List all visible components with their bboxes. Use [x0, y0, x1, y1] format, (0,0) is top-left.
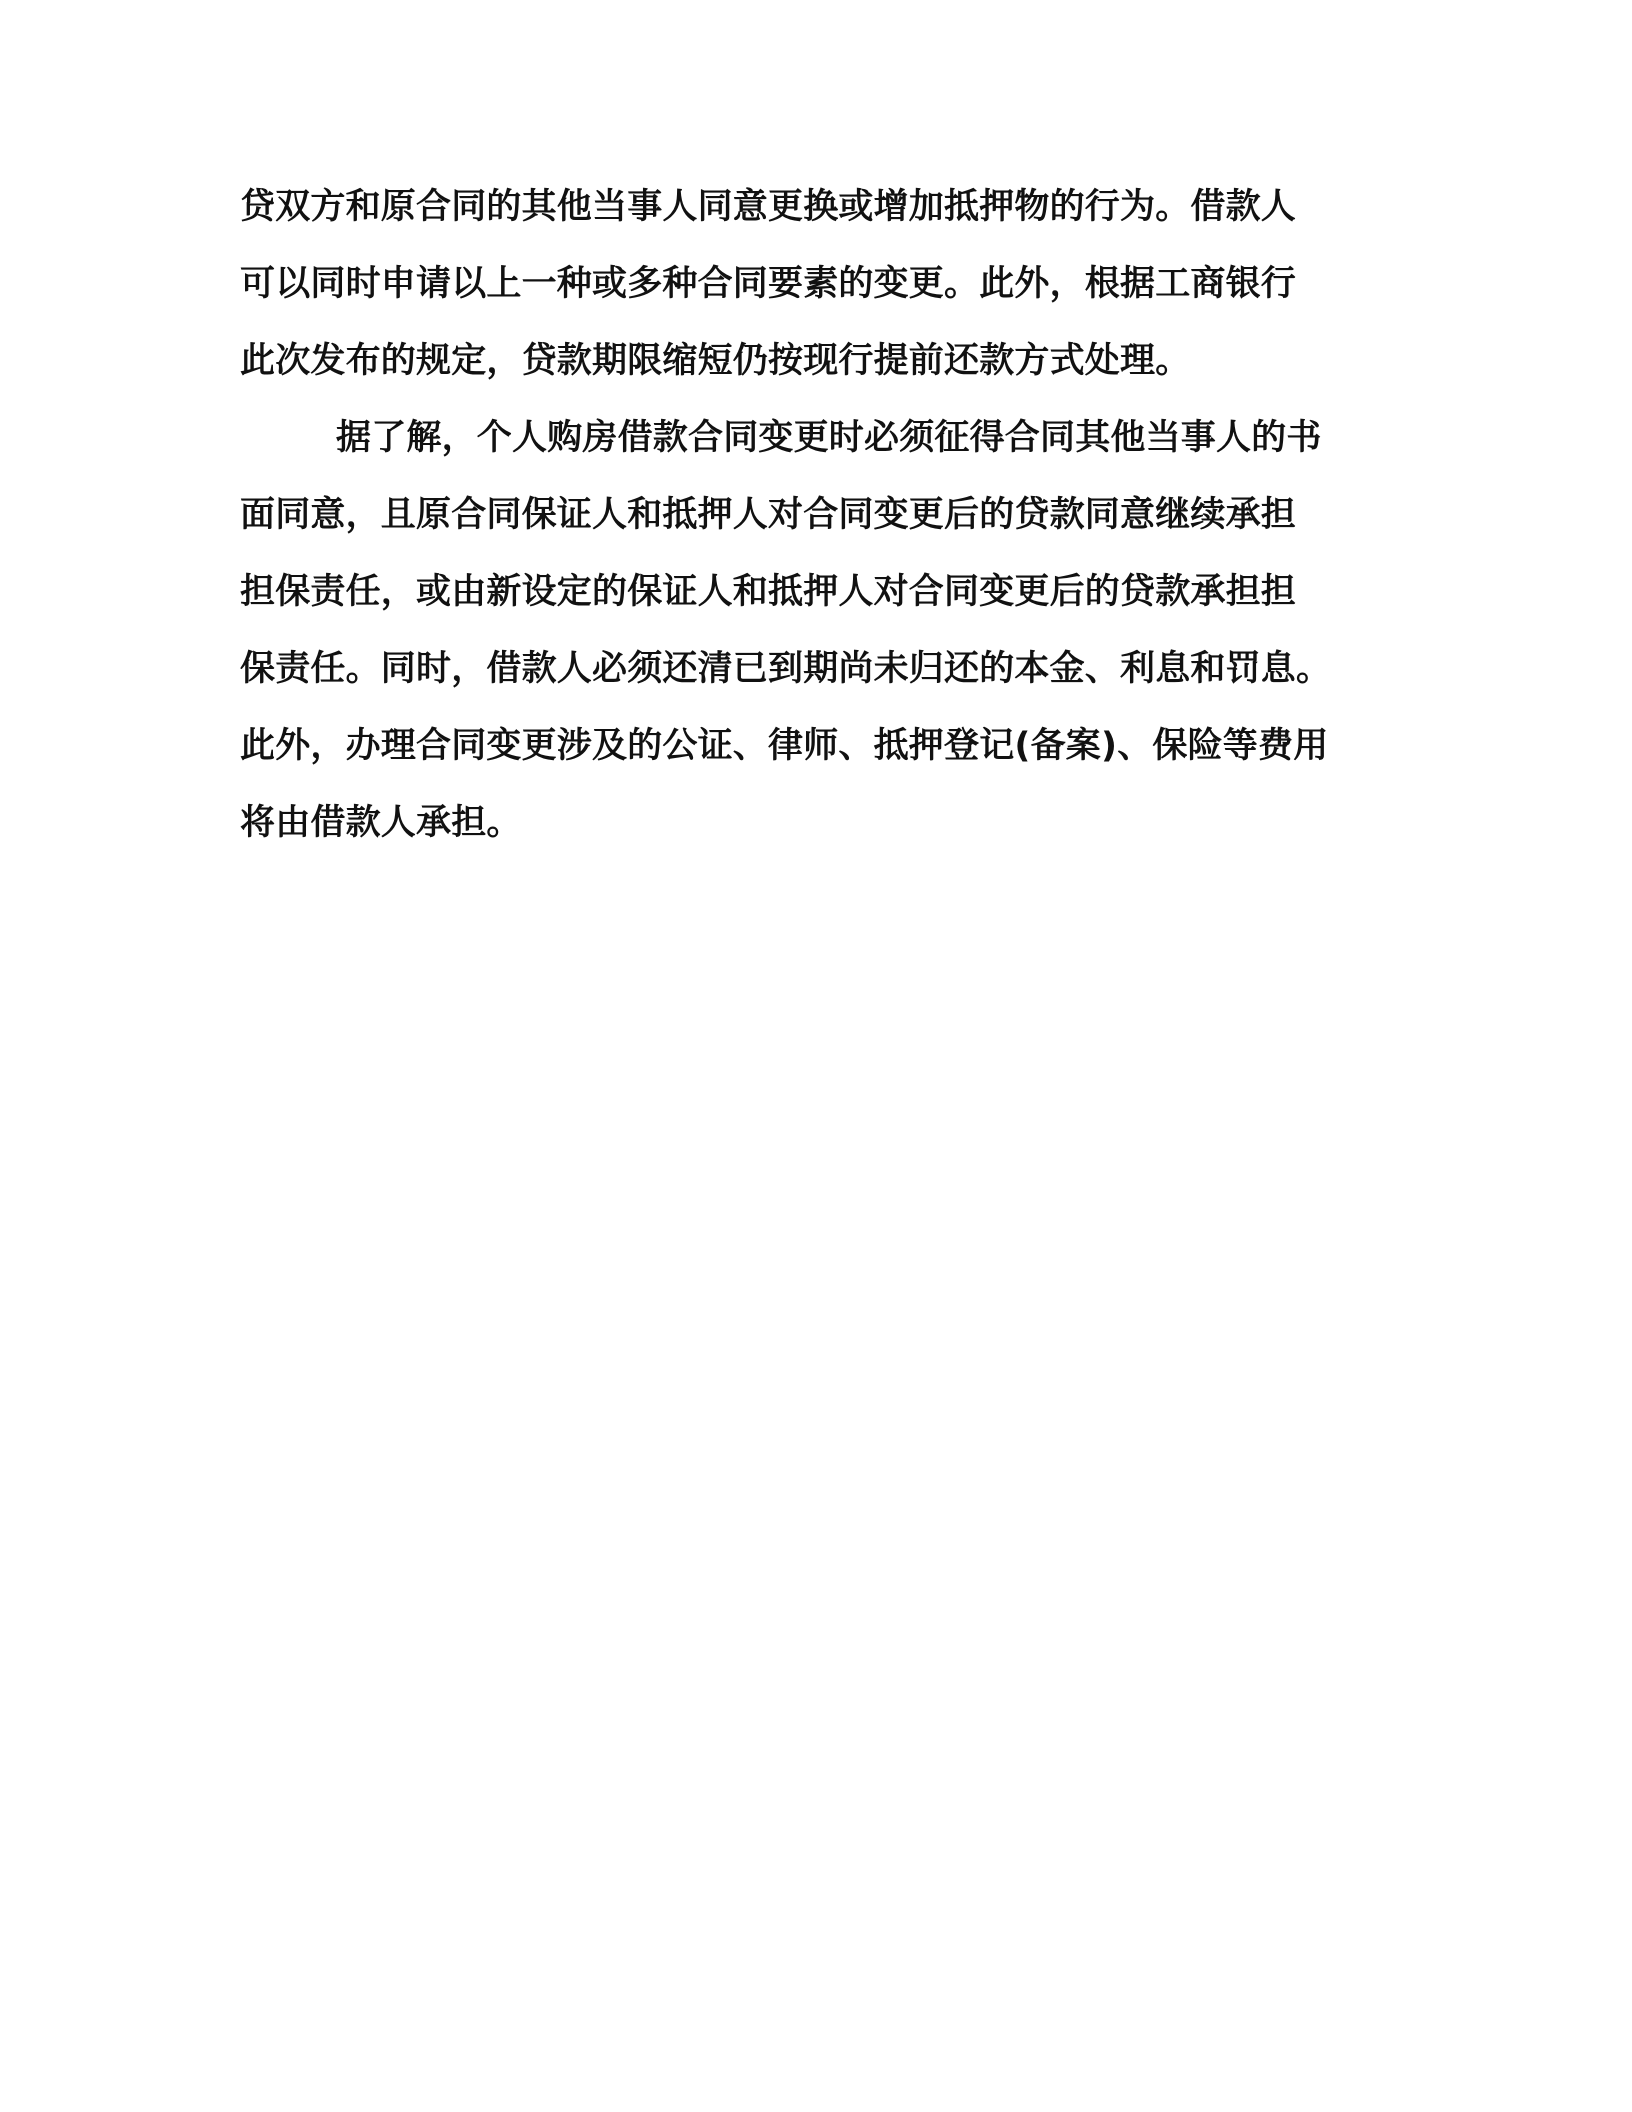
paragraph-line: 面同意，且原合同保证人和抵押人对合同变更后的贷款同意继续承担	[240, 495, 1297, 535]
paragraph-line: 此次发布的规定，贷款期限缩短仍按现行提前还款方式处理。	[240, 341, 1191, 381]
paragraph-line: 此外，办理合同变更涉及的公证、律师、抵押登记(备案)、保险等费用	[240, 726, 1329, 766]
paragraph-line: 贷双方和原合同的其他当事人同意更换或增加抵押物的行为。借款人	[240, 187, 1297, 227]
paragraph-2	[240, 419, 1380, 842]
paragraph-line: 将由借款人承担。	[240, 803, 522, 843]
document-body	[240, 188, 1380, 881]
paragraph-line: 担保责任，或由新设定的保证人和抵押人对合同变更后的贷款承担担	[240, 572, 1297, 612]
paragraph-line: 保责任。同时，借款人必须还清已到期尚未归还的本金、利息和罚息。	[240, 649, 1332, 689]
paragraph-line: 据了解，个人购房借款合同变更时必须征得合同其他当事人的书	[336, 418, 1322, 458]
paragraph-1	[240, 188, 1380, 380]
paragraph-line: 可以同时申请以上一种或多种合同要素的变更。此外，根据工商银行	[240, 264, 1297, 304]
